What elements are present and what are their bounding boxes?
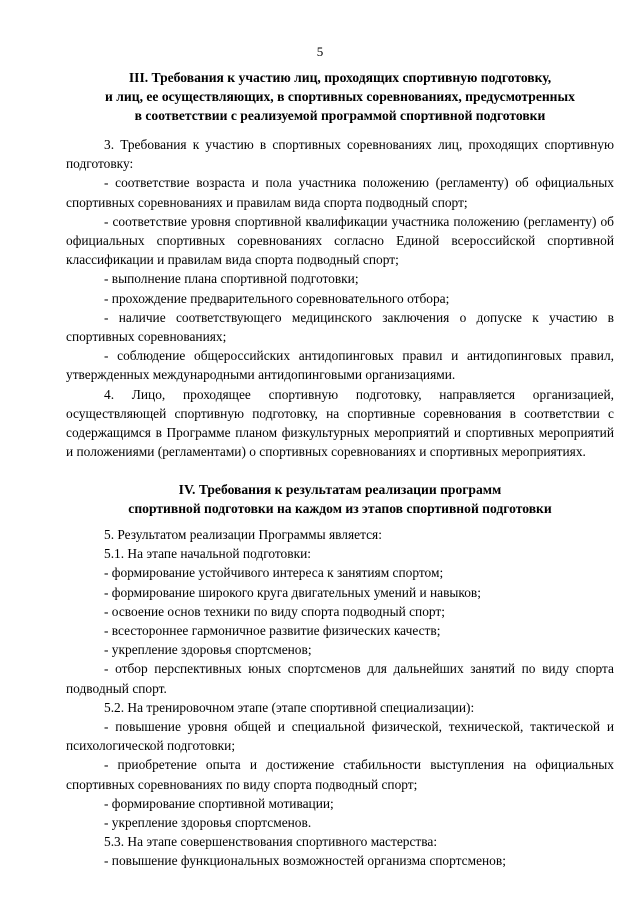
section4-heading <box>66 480 614 518</box>
list-item: - формирование устойчивого интереса к занятиям спортом; <box>104 565 444 581</box>
list-item: - укрепление здоровья спортсменов. <box>104 815 312 831</box>
section4-heading-line: IV. Требования к результатам реализации программ <box>178 482 502 497</box>
list-item: - освоение основ техники по виду спорта подводный спорт; <box>104 603 446 619</box>
list-item: - формирование спортивной мотивации; <box>104 795 334 811</box>
list-item: - повышение уровня общей и специальной физической, технической, тактической и психологической подготовки; <box>66 719 614 754</box>
list-item: - соответствие возраста и пола участника положению (регламенту) об официальных спортивных соревнованиях и правилам вида спорта подводный спорт; <box>66 175 614 210</box>
paragraph: 3. Требования к участию в спортивных соревнованиях лиц, проходящих спортивную подготовку: <box>66 137 614 172</box>
document-body <box>66 68 614 869</box>
list-item: - повышение функциональных возможностей организма спортсменов; <box>104 853 506 869</box>
section3-body <box>66 135 614 461</box>
section4-heading-line: спортивной подготовки на каждом из этапов спортивной подготовки <box>128 501 552 516</box>
paragraph: 5.1. На этапе начальной подготовки: <box>104 546 311 562</box>
section3-heading-line: в соответствии с реализуемой программой спортивной подготовки <box>134 108 546 123</box>
section3-heading-line: III. Требования к участию лиц, проходящих спортивную подготовку, <box>128 70 552 85</box>
list-item: - выполнение плана спортивной подготовки; <box>104 271 359 287</box>
section3-heading-line: и лиц, ее осуществляющих, в спортивных соревнованиях, предусмотренных <box>105 89 575 104</box>
list-item: - наличие соответствующего медицинского заключения о допуске к участию в спортивных соревнованиях; <box>66 309 614 345</box>
section4-body <box>66 525 614 871</box>
paragraph: 4. Лицо, проходящее спортивную подготовку, направляется организацией, осуществляющей спортивную подготовку, на спортивные соревнования в соответствии с содержащимся в Программе планом физкультурных мероприятий и спортивных мероприятий и положениями (регламентами) о спортивных соревнованиях и спортивных мероприятиях. <box>66 386 614 460</box>
list-item: - формирование широкого круга двигательных умений и навыков; <box>104 584 481 600</box>
list-item: - всестороннее гармоничное развитие физических качеств; <box>104 623 441 639</box>
list-item: - укрепление здоровья спортсменов; <box>104 642 312 658</box>
list-item: - соответствие уровня спортивной квалификации участника положению (регламенту) об официальных спортивных соревнованиях согласно Единой всероссийской спортивной классификации и правилам вида спорта подводный спорт; <box>66 213 614 268</box>
paragraph: 5. Результатом реализации Программы является: <box>104 527 382 542</box>
list-item: - соблюдение общероссийских антидопинговых правил и антидопинговых правил, утвержденных международными антидопинговыми организациями. <box>66 348 614 383</box>
list-item: - отбор перспективных юных спортсменов для дальнейших занятий по виду спорта подводный спорт. <box>66 661 614 696</box>
list-item: - приобретение опыта и достижение стабильности выступления на официальных спортивных соревнованиях по виду спорта подводный спорт; <box>66 757 614 792</box>
paragraph: 5.3. На этапе совершенствования спортивного мастерства: <box>104 834 438 850</box>
paragraph: 5.2. На тренировочном этапе (этапе спортивной специализации): <box>104 699 475 715</box>
section3-heading <box>66 68 614 125</box>
list-item: - прохождение предварительного соревновательного отбора; <box>104 290 450 306</box>
page-number: 5 <box>316 44 324 59</box>
